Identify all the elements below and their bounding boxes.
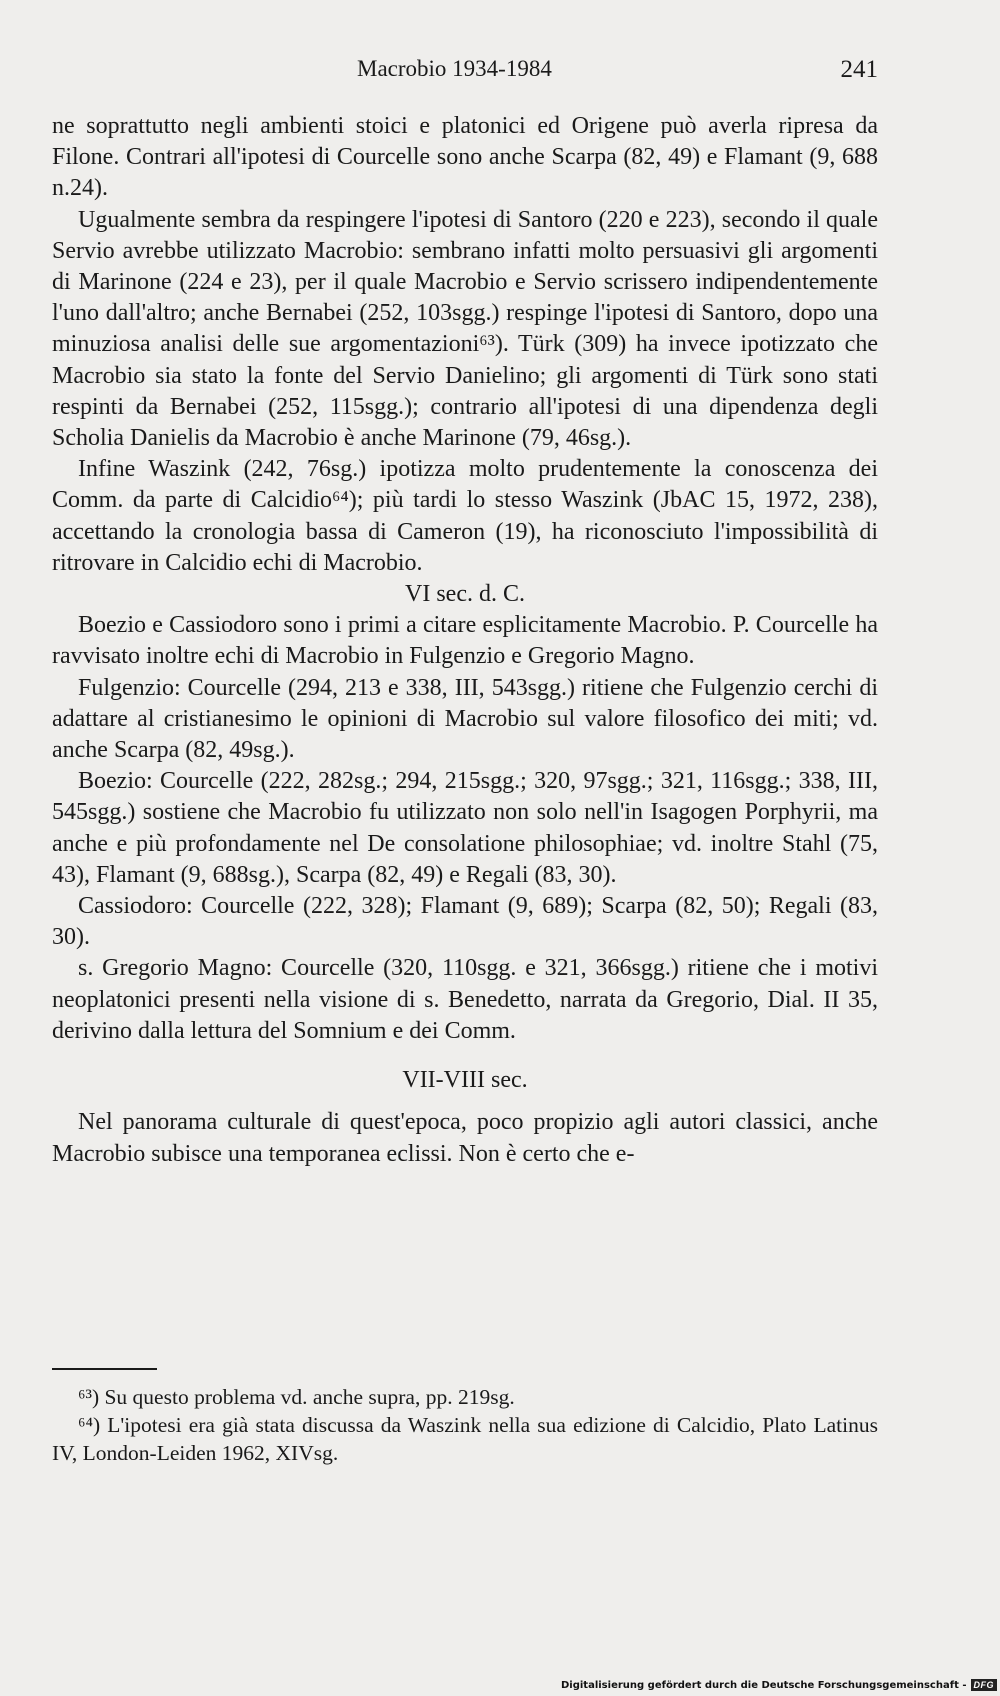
section-heading-vi: VI sec. d. C.: [405, 581, 525, 608]
section-heading-vii: VII-VIII sec.: [402, 1067, 528, 1094]
footnotes: [52, 1383, 878, 1467]
footnote-divider: [52, 1368, 157, 1370]
boezio-entry: Boezio: Courcelle (222, 282sg.; 294, 215sgg.; 320, 97sgg.; 321, 116sgg.; 338, III, 545sgg.) sostiene che Macrobio fu utilizzato non solo nell'in Isagogen Porphyrii, ma anche e più profondamente nel De consolatione philosophiae; vd. inoltre Stahl (75, 43), Flamant (9, 688sg.), Scarpa (82, 49) e Regali (83, 30).: [52, 768, 878, 888]
main-text: [52, 111, 878, 1170]
running-header: [52, 56, 878, 88]
cassiodoro-entry: Cassiodoro: Courcelle (222, 328); Flamant (9, 689); Scarpa (82, 50); Regali (83, 30).: [52, 893, 878, 951]
santoro-paragraph: Ugualmente sembra da respingere l'ipotesi di Santoro (220 e 223), secondo il quale Servio avrebbe utilizzato Macrobio: sembrano infatti molto persuasivi gli argomenti di Marinone (224 e 23), per il quale Macrobio e Servio scrissero indipendentemente l'uno dall'altro; anche Bernabei (252, 103sgg.) respinge l'ipotesi di Santoro, dopo una minuziosa analisi delle sue argomentazioni⁶³). Türk (309) ha invece ipotizzato che Macrobio sia stato la fonte del Servio Danielino; gli argomenti di Türk sono stati respinti da Bernabei (252, 115sgg.); contrario all'ipotesi di una dipendenza degli Scholia Danielis da Macrobio è anche Marinone (79, 46sg.).: [52, 206, 878, 452]
footnote-63: ⁶³) Su questo problema vd. anche supra, pp. 219sg.: [78, 1385, 515, 1409]
credit-text: Digitalisierung gefördert durch die Deutsche Forschungsgemeinschaft -: [560, 1679, 967, 1691]
waszink-paragraph: Infine Waszink (242, 76sg.) ipotizza molto prudentemente la conoscenza dei Comm. da parte di Calcidio⁶⁴); più tardi lo stesso Waszink (JbAC 15, 1972, 238), accettando la cronologia bassa di Cameron (19), ha riconosciuto l'impossibilità di ritrovare in Calcidio echi di Macrobio.: [52, 456, 878, 576]
digitization-credit: [561, 1677, 997, 1693]
boezio-cassiodoro-paragraph: Boezio e Cassiodoro sono i primi a citare esplicitamente Macrobio. P. Courcelle ha ravvisato inoltre echi di Macrobio in Fulgenzio e Gregorio Magno.: [52, 612, 878, 670]
footnote-64: ⁶⁴) L'ipotesi era già stata discussa da Waszink nella sua edizione di Calcidio, Plato Latinus IV, London-Leiden 1962, XIVsg.: [52, 1413, 878, 1465]
page-number: 241: [840, 56, 878, 83]
gregorio-entry: s. Gregorio Magno: Courcelle (320, 110sgg. e 321, 366sgg.) ritiene che i motivi neoplatonici presenti nella visione di s. Benedetto, narrata da Gregorio, Dial. II 35, derivino dalla lettura del Somnium e dei Comm.: [52, 955, 878, 1044]
panorama-paragraph: Nel panorama culturale di quest'epoca, poco propizio agli autori classici, anche Macrobio subisce una temporanea eclissi. Non è certo che e-: [52, 1109, 878, 1167]
fulgenzio-entry: Fulgenzio: Courcelle (294, 213 e 338, III, 543sgg.) ritiene che Fulgenzio cerchi di adattare al cristianesimo le opinioni di Macrobio sul valore filosofico dei miti; vd. anche Scarpa (82, 49sg.).: [52, 674, 878, 764]
intro-continuation-paragraph: ne soprattutto negli ambienti stoici e platonici ed Origene può averla ripresa da Filone. Contrari all'ipotesi di Courcelle sono anche Scarpa (82, 49) e Flamant (9, 688 n.24).: [52, 113, 878, 202]
running-title: Macrobio 1934-1984: [357, 56, 552, 81]
dfg-logo: DFG: [971, 1679, 998, 1691]
